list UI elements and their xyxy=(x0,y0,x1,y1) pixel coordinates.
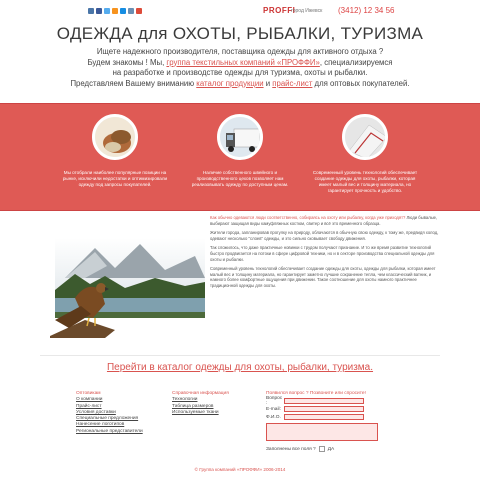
question-form xyxy=(266,391,386,452)
footer-column-2-title: Справочная информация xyxy=(172,391,229,396)
city-label: город Ижевск xyxy=(291,8,323,14)
logo[interactable]: PROFFI xyxy=(263,6,296,15)
footer-link-offers[interactable]: Специальные предложения xyxy=(76,416,139,422)
footer-link-sizes[interactable]: Таблица размеров xyxy=(172,403,214,409)
features-band xyxy=(0,103,480,211)
clothing-photo xyxy=(92,114,138,160)
intro-line-2-suffix: , специализируемся xyxy=(319,57,393,67)
feature-3-text: Современный уровень технологий обеспечивает создание одежды для охоты, рыбалки, которая имеет малый вес и толщину материала, но гарантирует прочность и удобство. xyxy=(312,170,418,193)
footer-column-1-title: Оптовикам xyxy=(76,391,101,396)
consent-checkbox[interactable] xyxy=(319,446,325,452)
form-title: Появился вопрос ? Позвоните или спросите! xyxy=(266,391,366,396)
catalog-link[interactable]: каталог продукции xyxy=(196,78,264,88)
consent-label: Заполнены все поля ? xyxy=(266,446,316,452)
footer-link-technologies[interactable]: Технологии xyxy=(172,397,198,403)
article-text xyxy=(210,215,440,293)
footer-link-logos[interactable]: Нанесение логотипов xyxy=(76,422,125,428)
email-field[interactable] xyxy=(284,406,364,412)
article-lead-rest: Люди бывалые, выбирают защищая виды камуфляжных костюм, свитер и всё это временного образца. xyxy=(210,215,438,226)
odnoklassniki-icon[interactable] xyxy=(112,8,118,14)
footer-column-info xyxy=(172,391,229,416)
footer-link-fabrics[interactable]: Используемые ткани xyxy=(172,409,219,415)
article-paragraph-1 xyxy=(210,215,440,226)
hawk-landscape-image xyxy=(45,238,210,338)
intro-text xyxy=(40,47,440,89)
article-paragraph-3: Так сложилось, что даже практичные новинки с трудом получают признание. И то же время развитие технологий быстро продвигается на потоки в сфере цифровой техники, но и в секторе производства специальной одежды для охоты и рыбалки. xyxy=(210,245,435,262)
name-field[interactable] xyxy=(284,414,364,420)
mail-icon[interactable] xyxy=(120,8,126,14)
intro-line-4-suffix: для оптовых покупателей. xyxy=(312,78,410,88)
intro-line-2 xyxy=(40,58,440,69)
email-row xyxy=(266,405,386,413)
intro-line-2-prefix: Будем знакомы ! Мы, xyxy=(87,57,167,67)
footer-column-wholesale xyxy=(76,391,143,435)
intro-line-4-prefix: Представляем Вашему вниманию xyxy=(70,78,197,88)
article-lead: Как обычно одеваются люди соответственно, собираясь на охоту или рыбалку, когда уже приходят? xyxy=(210,215,406,220)
submit-button[interactable]: ДА xyxy=(327,446,335,452)
footer-link-pricelist[interactable]: Прайс-лист xyxy=(76,403,102,409)
question-input[interactable] xyxy=(284,398,364,404)
copyright: © Группа компаний «ПРОФФИ» 2006-2014 xyxy=(194,467,286,472)
submit-row xyxy=(266,446,386,452)
feature-1 xyxy=(60,110,170,188)
footer-link-delivery[interactable]: Условия доставки xyxy=(76,409,116,415)
article-paragraph-2: Жители города, запланировав прогулку на природу, облачаются в обычную свою одежду, к тому же, предвидя холод, одевают несколько "слоев" одежды, и это сильно сковывает свободу движения. xyxy=(210,230,439,241)
google-icon[interactable] xyxy=(136,8,142,14)
footer-link-about[interactable]: О компании xyxy=(76,397,103,403)
feature-2-text: Наличие собственного швейного и производственного цехов позволяет нам реализовывать одежду по доступным ценам. xyxy=(191,170,289,187)
livejournal-icon[interactable] xyxy=(128,8,134,14)
name-row xyxy=(266,413,386,421)
social-icons xyxy=(88,8,142,14)
footer-link-regional[interactable]: Региональные представители xyxy=(76,428,143,434)
feature-3 xyxy=(310,110,420,194)
question-label: Вопрос : xyxy=(266,396,283,406)
facebook-icon[interactable] xyxy=(96,8,102,14)
question-row xyxy=(266,397,386,405)
intro-line-4 xyxy=(40,79,440,90)
pricelist-link[interactable]: прайс-лист xyxy=(272,78,313,88)
intro-line-4-mid: и xyxy=(263,78,273,88)
intro-line-3: на разработке и производстве одежды для туризма, охоты и рыбалки. xyxy=(112,68,368,77)
top-bar xyxy=(0,0,480,22)
article-paragraph-4: Современный уровень технологий обеспечивает создание одежды для охоты, одежды для рыбалки, которая имеет малый вес и толщину материала, но гарантирует заметно лучшие сохранение тепла, чем классический ватник, и намного более комфортные ощущения при движении. Такое соотношение для охоты намного практичнее традиционной одежды для охоты. xyxy=(210,266,436,288)
name-label: Ф.И.О. xyxy=(266,414,281,420)
twitter-icon[interactable] xyxy=(104,8,110,14)
phone-number[interactable]: (3412) 12 34 56 xyxy=(338,6,395,15)
divider xyxy=(40,355,440,356)
feature-2 xyxy=(185,110,295,188)
feature-1-text: Мы отобрали наиболее популярные позиции на рынке, исключили недостатки и оптимизировали одежду под запросы покупателей. xyxy=(62,170,168,187)
truck-photo xyxy=(217,114,263,160)
email-label: E-mail: xyxy=(266,406,281,412)
intro-line-1: Ищете надежного производителя, поставщика одежды для активного отдыха ? xyxy=(96,47,384,56)
page-title: ОДЕЖДА для ОХОТЫ, РЫБАЛКИ, ТУРИЗМА xyxy=(56,24,424,43)
vk-icon[interactable] xyxy=(88,8,94,14)
message-textarea[interactable] xyxy=(266,423,378,441)
company-group-link[interactable]: группа текстильных компаний «ПРОФФИ» xyxy=(166,57,320,67)
fabric-photo xyxy=(342,114,388,160)
catalog-cta-link[interactable]: Перейти в каталог одежды для охоты, рыбалки, туризма. xyxy=(106,362,374,373)
